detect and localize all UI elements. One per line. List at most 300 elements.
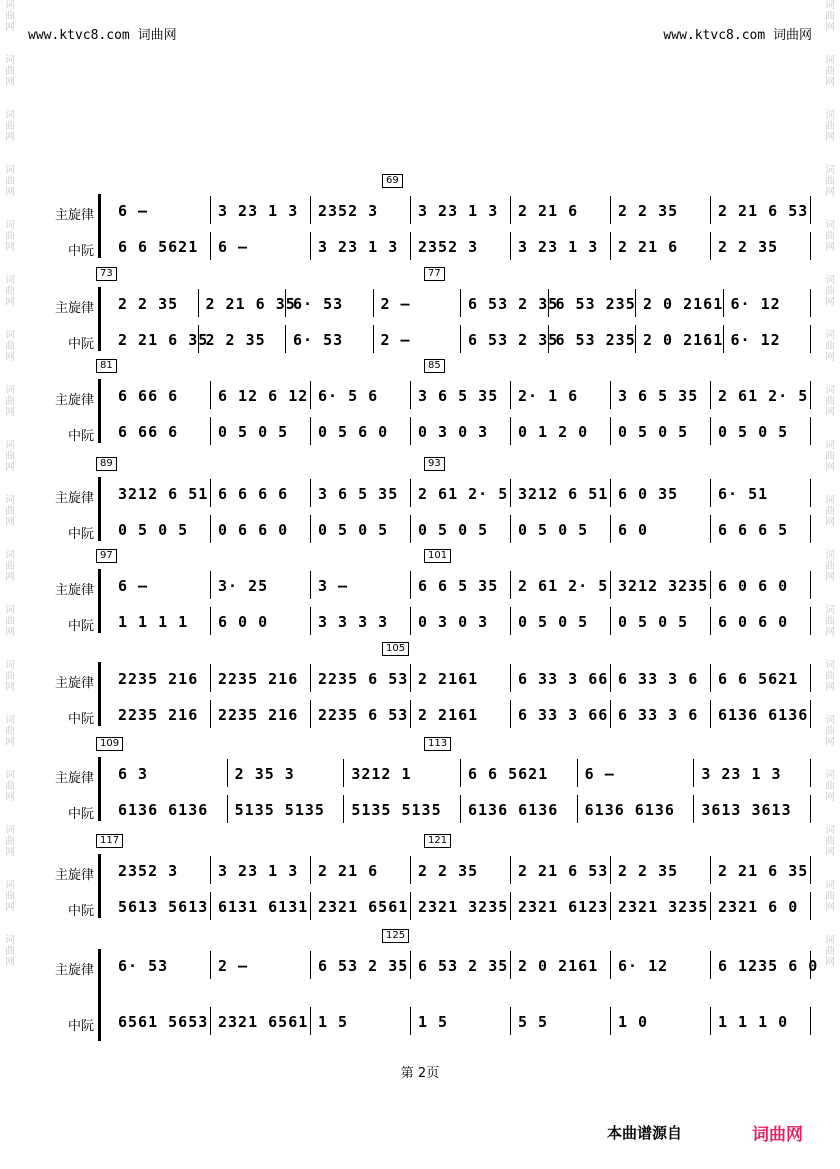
barline bbox=[310, 607, 311, 635]
part-label-zhongruan: 中阮 bbox=[67, 904, 94, 919]
watermark-text: 词 曲 网 bbox=[5, 495, 15, 528]
measure-notes: 6 6 5 35 bbox=[418, 577, 499, 595]
measure-notes: 6 33 3 66 bbox=[518, 670, 609, 688]
measure-notes: 3212 1 bbox=[351, 765, 412, 783]
watermark-text: 词 曲 网 bbox=[825, 440, 835, 473]
measure-number: 81 bbox=[96, 359, 117, 373]
barline bbox=[810, 700, 811, 728]
barline bbox=[810, 664, 811, 692]
measure-notes: 0 5 0 5 bbox=[618, 613, 689, 631]
watermark-text: 词 曲 网 bbox=[5, 660, 15, 693]
zhongruan-staff bbox=[112, 515, 822, 545]
measure-notes: 6· 5 6 bbox=[318, 387, 379, 405]
barline bbox=[693, 795, 694, 823]
barline bbox=[577, 795, 578, 823]
measure-notes: 2352 3 bbox=[318, 202, 379, 220]
measure-notes: 0 1 2 0 bbox=[518, 423, 589, 441]
system-bracket bbox=[98, 287, 105, 351]
zhongruan-staff bbox=[112, 325, 822, 355]
barline bbox=[810, 607, 811, 635]
barline bbox=[610, 417, 611, 445]
part-label-melody: 主旋律 bbox=[54, 583, 94, 598]
measure-notes: 2 2 35 bbox=[618, 202, 679, 220]
measure-notes: 0 5 0 5 bbox=[318, 521, 389, 539]
measure-notes: 0 3 0 3 bbox=[418, 423, 489, 441]
measure-notes: 3 6 5 35 bbox=[418, 387, 499, 405]
barline bbox=[710, 232, 711, 260]
barline bbox=[510, 892, 511, 920]
watermark-text: 词 曲 网 bbox=[825, 880, 835, 913]
measure-notes: 0 5 0 5 bbox=[618, 423, 689, 441]
measure-notes: 6 53 2 35 bbox=[318, 957, 409, 975]
barline bbox=[548, 325, 549, 353]
measure-notes: 2 2 35 bbox=[118, 295, 179, 313]
barline bbox=[310, 381, 311, 409]
system-bracket bbox=[98, 949, 105, 1041]
measure-notes: 2 21 6 bbox=[518, 202, 579, 220]
melody-staff bbox=[112, 289, 822, 319]
part-label-zhongruan: 中阮 bbox=[67, 712, 94, 727]
measure-notes: 6 6 6 6 bbox=[218, 485, 289, 503]
zhongruan-staff bbox=[112, 1007, 822, 1037]
barline bbox=[410, 196, 411, 224]
melody-staff bbox=[112, 381, 822, 411]
barline bbox=[510, 664, 511, 692]
measure-notes: 2 61 2· 5 bbox=[718, 387, 809, 405]
measure-notes: 6· 53 bbox=[293, 331, 344, 349]
barline bbox=[198, 325, 199, 353]
measure-number: 69 bbox=[382, 174, 403, 188]
barline bbox=[610, 232, 611, 260]
measure-notes: 2 2 35 bbox=[618, 862, 679, 880]
barline bbox=[210, 856, 211, 884]
barline bbox=[310, 196, 311, 224]
measure-notes: 2352 3 bbox=[418, 238, 479, 256]
measure-notes: 6 66 6 bbox=[118, 423, 179, 441]
measure-notes: 6 6 6 5 bbox=[718, 521, 789, 539]
measure-notes: 0 5 0 5 bbox=[718, 423, 789, 441]
measure-notes: 2 2161 bbox=[418, 706, 479, 724]
measure-notes: 0 5 0 5 bbox=[518, 521, 589, 539]
barline bbox=[410, 951, 411, 979]
watermark-text: 词 曲 网 bbox=[5, 825, 15, 858]
watermark-text: 词 曲 网 bbox=[5, 385, 15, 418]
barline bbox=[810, 856, 811, 884]
measure-notes: 6 66 6 bbox=[118, 387, 179, 405]
measure-notes: 3 – bbox=[318, 577, 349, 595]
barline bbox=[610, 856, 611, 884]
measure-notes: 3 23 1 3 bbox=[218, 202, 299, 220]
barline bbox=[198, 289, 199, 317]
measure-notes: 3 6 5 35 bbox=[318, 485, 399, 503]
barline bbox=[810, 381, 811, 409]
barline bbox=[210, 1007, 211, 1035]
measure-notes: 2321 6 0 bbox=[718, 898, 799, 916]
barline bbox=[810, 325, 811, 353]
barline bbox=[510, 1007, 511, 1035]
barline bbox=[210, 700, 211, 728]
barline bbox=[460, 325, 461, 353]
barline bbox=[210, 571, 211, 599]
barline bbox=[460, 795, 461, 823]
score-system bbox=[52, 268, 781, 355]
barline bbox=[710, 196, 711, 224]
score-system bbox=[52, 930, 819, 1045]
barline bbox=[410, 700, 411, 728]
measure-notes: 6 6 5621 bbox=[718, 670, 799, 688]
measure-number: 73 bbox=[96, 267, 117, 281]
part-label-zhongruan: 中阮 bbox=[67, 619, 94, 634]
measure-notes: 1 5 bbox=[418, 1013, 449, 1031]
system-bracket bbox=[98, 477, 105, 541]
measure-notes: 6 53 2 35 bbox=[468, 331, 559, 349]
watermark-text: 词 曲 网 bbox=[825, 605, 835, 638]
system-bracket bbox=[98, 662, 105, 726]
watermark-text: 词 曲 网 bbox=[825, 220, 835, 253]
barline bbox=[210, 664, 211, 692]
barline bbox=[810, 1007, 811, 1035]
watermark-text: 词 曲 网 bbox=[825, 660, 835, 693]
barline bbox=[343, 759, 344, 787]
score-system bbox=[52, 738, 792, 825]
barline bbox=[210, 607, 211, 635]
barline bbox=[310, 417, 311, 445]
measure-notes: 2 2161 bbox=[418, 670, 479, 688]
site-logo: 词曲网 bbox=[752, 1125, 803, 1145]
barline bbox=[577, 759, 578, 787]
barline bbox=[410, 417, 411, 445]
barline bbox=[810, 479, 811, 507]
score-system bbox=[52, 835, 809, 922]
barline bbox=[310, 571, 311, 599]
barline bbox=[210, 479, 211, 507]
measure-notes: 0 5 0 5 bbox=[118, 521, 189, 539]
barline bbox=[635, 325, 636, 353]
measure-notes: 6136 6136 bbox=[718, 706, 809, 724]
measure-notes: 6 – bbox=[118, 202, 149, 220]
barline bbox=[310, 232, 311, 260]
melody-staff bbox=[112, 196, 822, 226]
measure-notes: 6 – bbox=[584, 765, 615, 783]
measure-notes: 2 21 6 35 bbox=[718, 862, 809, 880]
measure-notes: 3 23 1 3 bbox=[218, 862, 299, 880]
watermark-text: 词 曲 网 bbox=[5, 165, 15, 198]
measure-number: 121 bbox=[424, 834, 451, 848]
measure-notes: 6 3 bbox=[118, 765, 149, 783]
watermark-text: 词 曲 网 bbox=[825, 55, 835, 88]
barline bbox=[410, 232, 411, 260]
measure-notes: 3 23 1 3 bbox=[518, 238, 599, 256]
measure-notes: 0 5 0 5 bbox=[218, 423, 289, 441]
barline bbox=[210, 232, 211, 260]
page-number: 第 2页 bbox=[400, 1066, 440, 1081]
measure-notes: 2352 3 bbox=[118, 862, 179, 880]
barline bbox=[710, 700, 711, 728]
header-right-url: www.ktvc8.com 词曲网 bbox=[663, 28, 812, 43]
measure-notes: 6· 53 bbox=[118, 957, 169, 975]
part-label-zhongruan: 中阮 bbox=[67, 337, 94, 352]
zhongruan-staff bbox=[112, 892, 822, 922]
watermark-text: 词 曲 网 bbox=[5, 110, 15, 143]
barline bbox=[510, 951, 511, 979]
barline bbox=[410, 1007, 411, 1035]
watermark-text: 词 曲 网 bbox=[825, 0, 835, 33]
barline bbox=[310, 479, 311, 507]
barline bbox=[610, 1007, 611, 1035]
barline bbox=[343, 795, 344, 823]
barline bbox=[810, 571, 811, 599]
barline bbox=[285, 289, 286, 317]
measure-notes: 1 1 1 0 bbox=[718, 1013, 789, 1031]
barline bbox=[810, 759, 811, 787]
measure-notes: 3212 3235 bbox=[618, 577, 709, 595]
measure-notes: 2 2 35 bbox=[418, 862, 479, 880]
part-label-zhongruan: 中阮 bbox=[67, 244, 94, 259]
watermark-text: 词 曲 网 bbox=[825, 385, 835, 418]
barline bbox=[710, 417, 711, 445]
measure-notes: 2 61 2· 5 bbox=[418, 485, 509, 503]
barline bbox=[510, 856, 511, 884]
barline bbox=[210, 892, 211, 920]
barline bbox=[610, 664, 611, 692]
score-system bbox=[52, 550, 789, 637]
barline bbox=[285, 325, 286, 353]
watermark-text: 词 曲 网 bbox=[5, 605, 15, 638]
watermark-text: 词 曲 网 bbox=[5, 275, 15, 308]
measure-notes: 6· 12 bbox=[618, 957, 669, 975]
barline bbox=[210, 417, 211, 445]
barline bbox=[548, 289, 549, 317]
barline bbox=[410, 856, 411, 884]
measure-notes: 2 – bbox=[218, 957, 249, 975]
barline bbox=[310, 892, 311, 920]
barline bbox=[510, 196, 511, 224]
watermark-text: 词 曲 网 bbox=[825, 825, 835, 858]
watermark-text: 词 曲 网 bbox=[825, 275, 835, 308]
measure-notes: 6 0 6 0 bbox=[718, 613, 789, 631]
barline bbox=[610, 571, 611, 599]
watermark-text: 词 曲 网 bbox=[825, 715, 835, 748]
measure-notes: 2321 6561 bbox=[318, 898, 409, 916]
barline bbox=[373, 289, 374, 317]
barline bbox=[710, 607, 711, 635]
melody-staff bbox=[112, 571, 822, 601]
watermark-text: 词 曲 网 bbox=[5, 0, 15, 33]
part-label-melody: 主旋律 bbox=[54, 676, 94, 691]
barline bbox=[635, 289, 636, 317]
measure-notes: 6 6 5621 bbox=[468, 765, 549, 783]
measure-number: 101 bbox=[424, 549, 451, 563]
barline bbox=[610, 700, 611, 728]
measure-notes: 6 0 35 bbox=[618, 485, 679, 503]
barline bbox=[210, 951, 211, 979]
measure-notes: 2 21 6 35 bbox=[118, 331, 209, 349]
score-system bbox=[52, 458, 789, 545]
barline bbox=[210, 515, 211, 543]
measure-notes: 2235 216 bbox=[218, 706, 299, 724]
barline bbox=[510, 417, 511, 445]
measure-notes: 1 5 bbox=[318, 1013, 349, 1031]
measure-notes: 2 – bbox=[380, 295, 411, 313]
measure-number: 89 bbox=[96, 457, 117, 471]
part-label-zhongruan: 中阮 bbox=[67, 527, 94, 542]
melody-staff bbox=[112, 951, 822, 981]
system-bracket bbox=[98, 194, 105, 258]
measure-notes: 2235 6 53 bbox=[318, 670, 409, 688]
measure-notes: 2321 3235 bbox=[618, 898, 709, 916]
measure-notes: 2 0 2161 bbox=[643, 295, 724, 313]
barline bbox=[373, 325, 374, 353]
measure-notes: 6 33 3 6 bbox=[618, 670, 699, 688]
barline bbox=[460, 289, 461, 317]
measure-notes: 6 1235 6 0 bbox=[718, 957, 819, 975]
measure-notes: 1 0 bbox=[618, 1013, 649, 1031]
barline bbox=[310, 951, 311, 979]
barline bbox=[510, 515, 511, 543]
measure-notes: 6 33 3 66 bbox=[518, 706, 609, 724]
measure-number: 113 bbox=[424, 737, 451, 751]
barline bbox=[710, 381, 711, 409]
zhongruan-staff bbox=[112, 607, 822, 637]
barline bbox=[310, 700, 311, 728]
measure-notes: 6· 12 bbox=[730, 331, 781, 349]
system-bracket bbox=[98, 757, 105, 821]
measure-notes: 0 5 6 0 bbox=[318, 423, 389, 441]
barline bbox=[510, 232, 511, 260]
measure-notes: 6136 6136 bbox=[118, 801, 209, 819]
watermark-text: 词 曲 网 bbox=[5, 935, 15, 968]
barline bbox=[710, 856, 711, 884]
barline bbox=[410, 892, 411, 920]
part-label-zhongruan: 中阮 bbox=[67, 807, 94, 822]
part-label-melody: 主旋律 bbox=[54, 301, 94, 316]
measure-notes: 6136 6136 bbox=[584, 801, 675, 819]
barline bbox=[510, 381, 511, 409]
measure-notes: 6 53 235 bbox=[555, 331, 636, 349]
measure-notes: 6 0 bbox=[618, 521, 649, 539]
barline bbox=[610, 951, 611, 979]
melody-staff bbox=[112, 759, 822, 789]
barline bbox=[310, 856, 311, 884]
barline bbox=[810, 515, 811, 543]
barline bbox=[227, 759, 228, 787]
measure-notes: 3212 6 51 bbox=[118, 485, 209, 503]
measure-number: 85 bbox=[424, 359, 445, 373]
part-label-melody: 主旋律 bbox=[54, 491, 94, 506]
watermark-text: 词 曲 网 bbox=[5, 770, 15, 803]
barline bbox=[510, 479, 511, 507]
measure-notes: 3613 3613 bbox=[701, 801, 792, 819]
measure-notes: 2235 216 bbox=[118, 670, 199, 688]
watermark-right bbox=[822, 0, 838, 1169]
watermark-left bbox=[2, 0, 18, 1169]
watermark-text: 词 曲 网 bbox=[5, 440, 15, 473]
measure-notes: 6561 5653 bbox=[118, 1013, 209, 1031]
barline bbox=[310, 1007, 311, 1035]
measure-notes: 6136 6136 bbox=[468, 801, 559, 819]
barline bbox=[410, 664, 411, 692]
measure-notes: 6 – bbox=[118, 577, 149, 595]
measure-notes: 6· 53 bbox=[293, 295, 344, 313]
measure-notes: 5 5 bbox=[518, 1013, 549, 1031]
zhongruan-staff bbox=[112, 417, 822, 447]
watermark-text: 词 曲 网 bbox=[5, 55, 15, 88]
measure-notes: 3· 25 bbox=[218, 577, 269, 595]
measure-notes: 6· 51 bbox=[718, 485, 769, 503]
measure-notes: 2 0 2161 bbox=[643, 331, 724, 349]
barline bbox=[710, 479, 711, 507]
barline bbox=[410, 381, 411, 409]
measure-number: 77 bbox=[424, 267, 445, 281]
watermark-text: 词 曲 网 bbox=[825, 495, 835, 528]
part-label-melody: 主旋律 bbox=[54, 208, 94, 223]
measure-notes: 2235 216 bbox=[218, 670, 299, 688]
watermark-text: 词 曲 网 bbox=[5, 550, 15, 583]
measure-notes: 2235 216 bbox=[118, 706, 199, 724]
barline bbox=[210, 381, 211, 409]
barline bbox=[723, 289, 724, 317]
part-label-melody: 主旋律 bbox=[54, 963, 94, 978]
watermark-text: 词 曲 网 bbox=[5, 220, 15, 253]
measure-notes: 2 35 3 bbox=[234, 765, 295, 783]
measure-notes: 2 0 2161 bbox=[518, 957, 599, 975]
barline bbox=[810, 892, 811, 920]
measure-notes: 3 23 1 3 bbox=[318, 238, 399, 256]
measure-notes: 6 – bbox=[218, 238, 249, 256]
score-system bbox=[52, 360, 809, 447]
melody-staff bbox=[112, 479, 822, 509]
measure-notes: 6 53 2 35 bbox=[418, 957, 509, 975]
barline bbox=[810, 795, 811, 823]
zhongruan-staff bbox=[112, 232, 822, 262]
barline bbox=[227, 795, 228, 823]
barline bbox=[810, 196, 811, 224]
barline bbox=[810, 951, 811, 979]
measure-notes: 6 53 235 bbox=[555, 295, 636, 313]
watermark-text: 词 曲 网 bbox=[5, 880, 15, 913]
measure-notes: 2 21 6 35 bbox=[205, 295, 296, 313]
watermark-text: 词 曲 网 bbox=[5, 330, 15, 363]
score-system bbox=[52, 643, 809, 730]
barline bbox=[610, 892, 611, 920]
barline bbox=[710, 571, 711, 599]
part-label-melody: 主旋律 bbox=[54, 393, 94, 408]
barline bbox=[693, 759, 694, 787]
zhongruan-staff bbox=[112, 795, 822, 825]
measure-number: 125 bbox=[382, 929, 409, 943]
barline bbox=[610, 515, 611, 543]
measure-notes: 6 53 2 35 bbox=[468, 295, 559, 313]
melody-staff bbox=[112, 664, 822, 694]
measure-notes: 5135 5135 bbox=[234, 801, 325, 819]
barline bbox=[310, 515, 311, 543]
measure-notes: 6 0 0 bbox=[218, 613, 269, 631]
measure-notes: 2 61 2· 5 bbox=[518, 577, 609, 595]
measure-notes: 0 5 0 5 bbox=[518, 613, 589, 631]
measure-number: 105 bbox=[382, 642, 409, 656]
watermark-text: 词 曲 网 bbox=[825, 770, 835, 803]
measure-number: 109 bbox=[96, 737, 123, 751]
measure-notes: 3212 6 51 bbox=[518, 485, 609, 503]
barline bbox=[210, 196, 211, 224]
measure-notes: 6 33 3 6 bbox=[618, 706, 699, 724]
barline bbox=[610, 607, 611, 635]
measure-notes: 2 21 6 bbox=[318, 862, 379, 880]
measure-notes: 2 – bbox=[380, 331, 411, 349]
barline bbox=[710, 515, 711, 543]
measure-number: 93 bbox=[424, 457, 445, 471]
watermark-text: 词 曲 网 bbox=[825, 550, 835, 583]
